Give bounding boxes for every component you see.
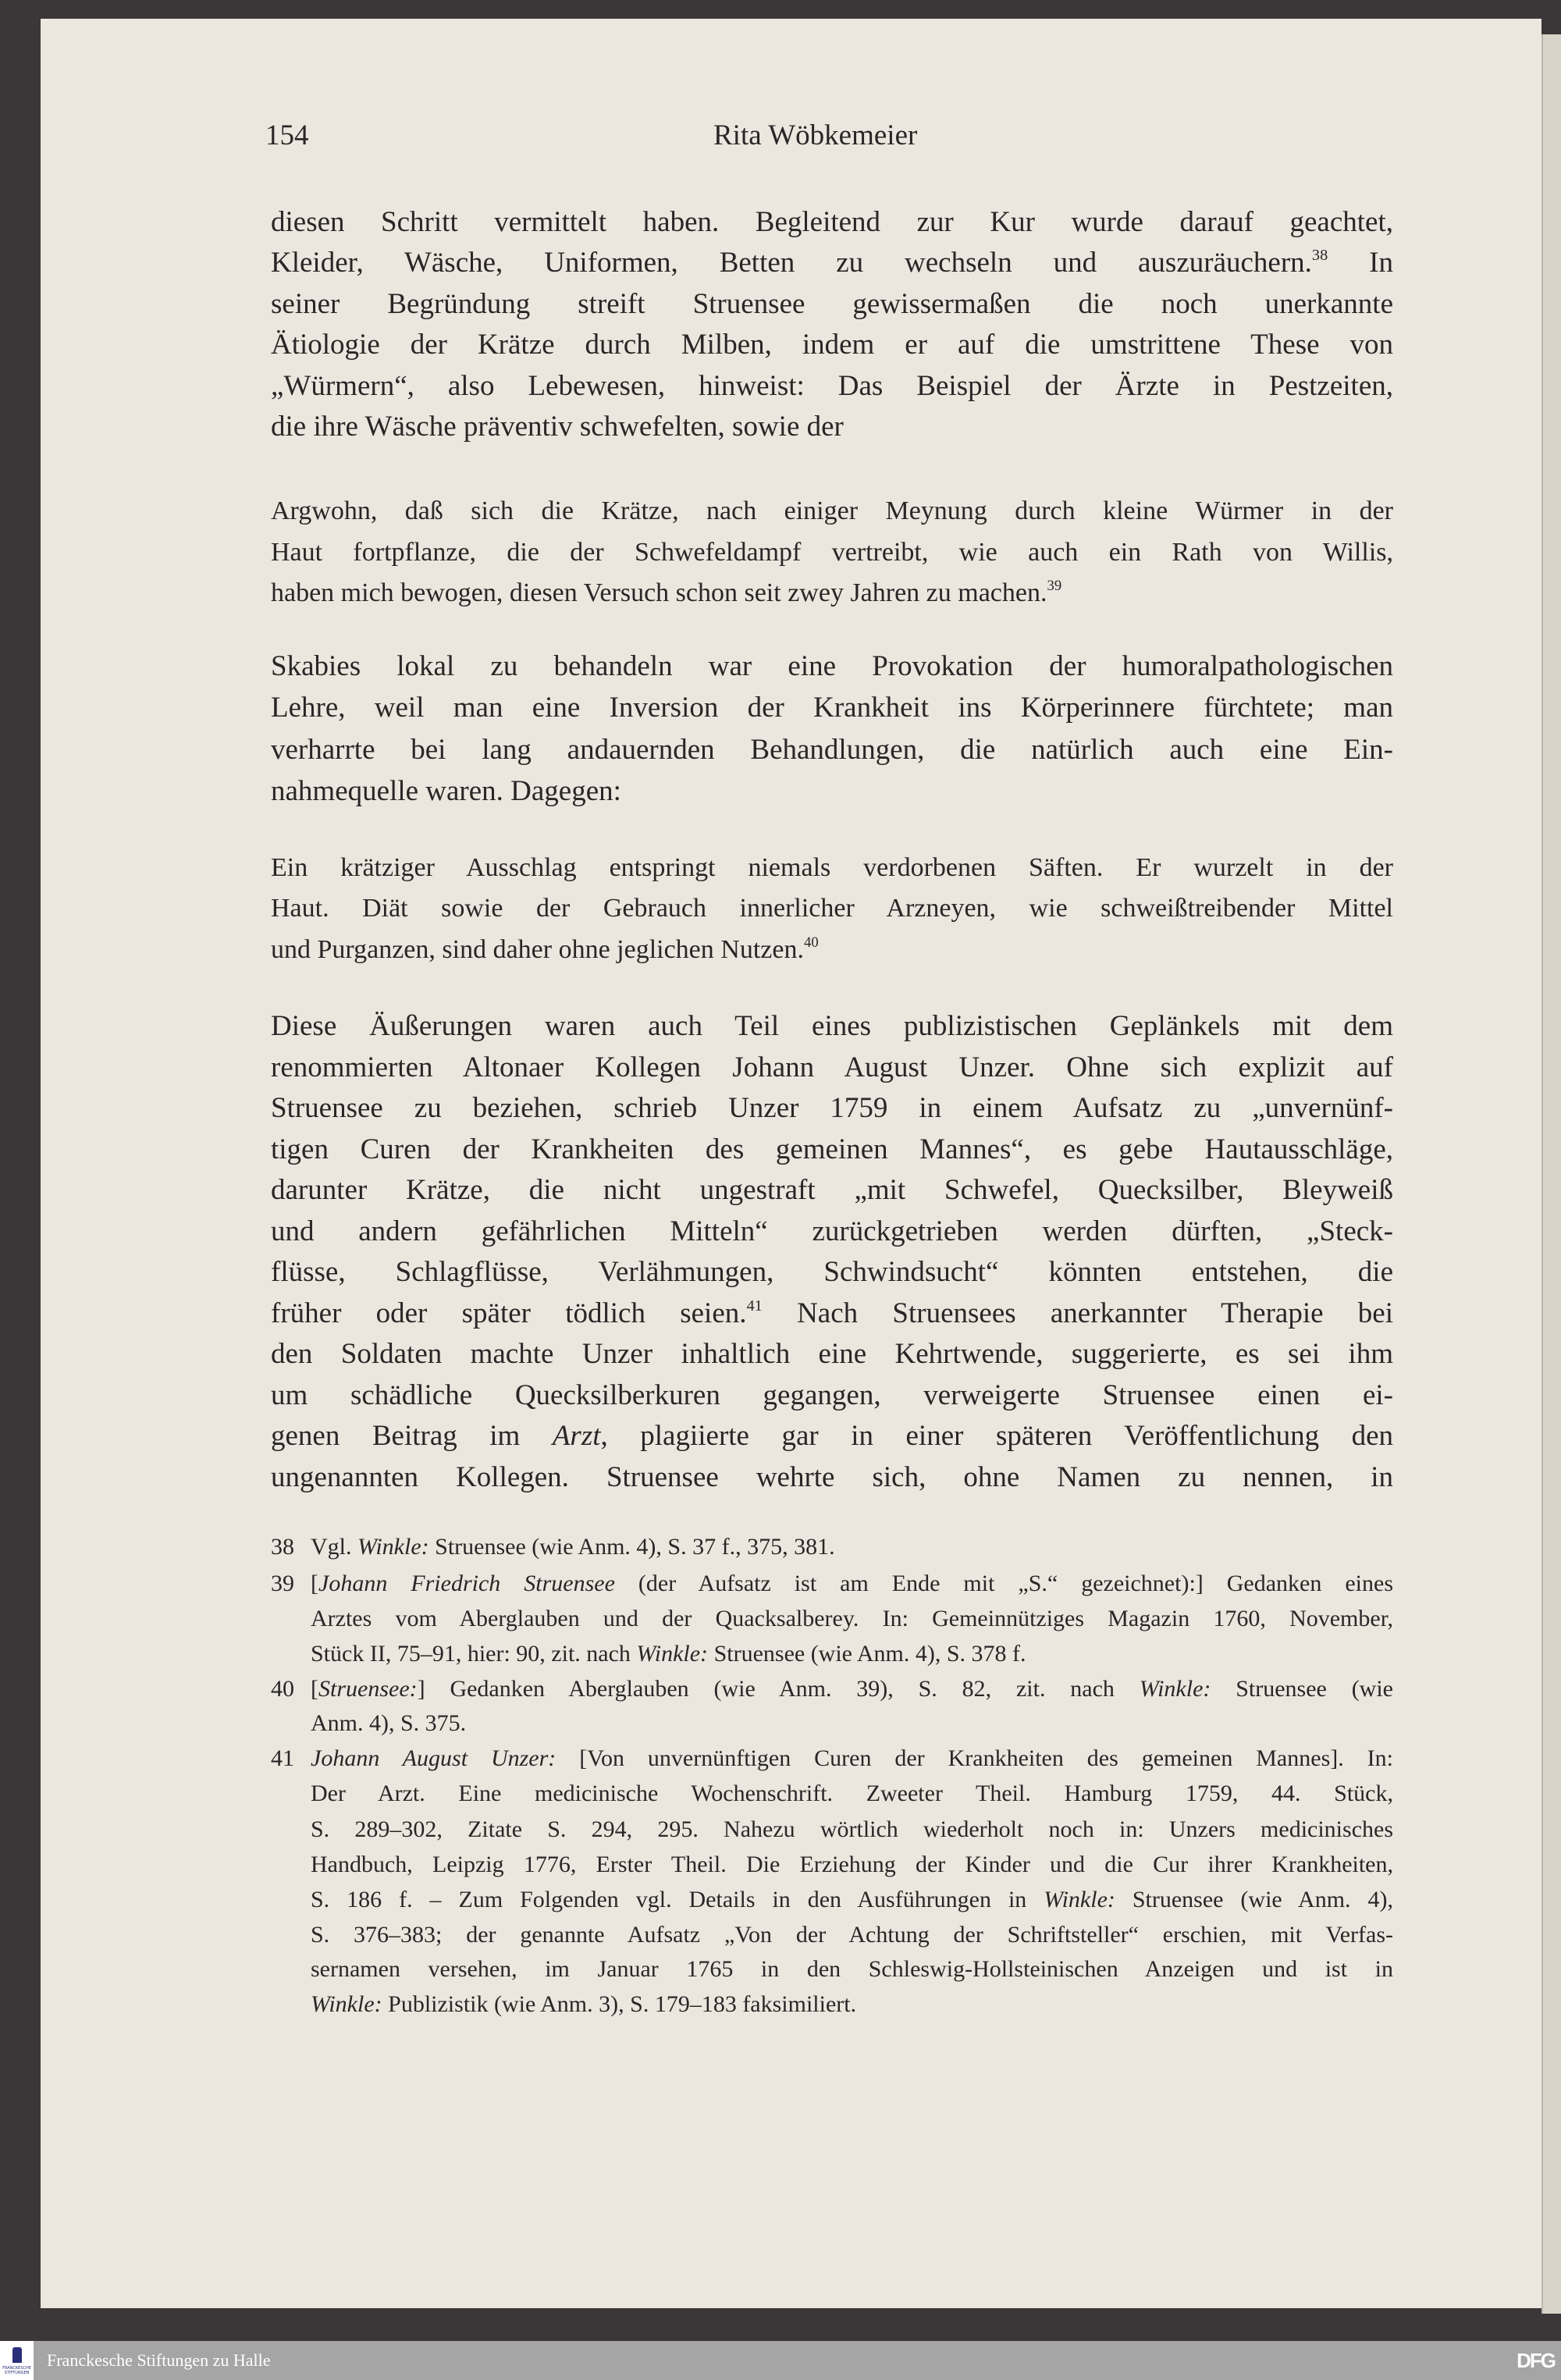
body-line: [271, 1297, 1393, 1330]
text-run: Lehre, weil man eine Inversion der Krankheit ins Körperinnere fürchtete; man: [271, 692, 1393, 724]
text-run: den Soldaten machte Unzer inhaltlich eine Kehrtwende, suggerierte, es sei ihm: [271, 1338, 1393, 1371]
footnote-line: [311, 1991, 1393, 2018]
body-line: [271, 1215, 1393, 1248]
text-run: In: [1328, 247, 1393, 279]
page-edge: [1541, 34, 1561, 2314]
body-line: [271, 1133, 1393, 1166]
body-line: [271, 649, 1393, 683]
italic-text: Arzt: [552, 1420, 601, 1453]
footnote-line: [311, 1571, 1393, 1597]
text-run: Arztes vom Aberglauben und der Quacksalberey. In: Gemeinnütziges Magazin 1760, November,: [311, 1606, 1393, 1632]
body-line: [271, 287, 1393, 321]
body-line: [271, 691, 1393, 724]
text-run: Vgl.: [311, 1534, 357, 1560]
viewer-footer-bar: [0, 2341, 1561, 2380]
footnote-number: 38: [271, 1534, 294, 1560]
body-line: [271, 205, 1393, 239]
text-run: Struensee (wie Anm. 4), S. 378 f.: [708, 1641, 1026, 1667]
text-run: und Purganzen, sind daher ohne jeglichen Nutzen.: [271, 934, 804, 964]
text-run: Stück II, 75–91, hier: 90, zit. nach: [311, 1641, 637, 1667]
page-number: 154: [265, 119, 309, 151]
text-run: Struensee (wie: [1211, 1676, 1393, 1702]
italic-text: Winkle:: [1044, 1887, 1115, 1913]
italic-text: Winkle:: [1139, 1676, 1211, 1702]
text-run: haben mich bewogen, diesen Versuch schon seit zwey Jahren zu machen.: [271, 578, 1047, 607]
text-run: Haut. Diät sowie der Gebrauch innerlicher Arzneyen, wie schweißtreibender Mittel: [271, 893, 1393, 923]
footnote-line: [311, 1781, 1393, 1807]
footnote-line: [311, 1606, 1393, 1632]
text-run: Haut fortpflanze, die der Schwefeldampf vertreibt, wie auch ein Rath von Willis,: [271, 537, 1393, 567]
body-line: [271, 1009, 1393, 1043]
text-run: seiner Begründung streift Struensee gewissermaßen die noch unerkannte: [271, 288, 1393, 321]
text-run: diesen Schritt vermittelt haben. Begleitend zur Kur wurde darauf geachtet,: [271, 206, 1393, 239]
quote-line: [271, 935, 1393, 965]
italic-text: Winkle:: [357, 1534, 429, 1560]
text-run: [Von unvernünftigen Curen der Krankheiten des gemeinen Mannes]. In:: [556, 1745, 1393, 1772]
logo-figure-icon: [12, 2347, 22, 2363]
footnote-reference[interactable]: 40: [803, 934, 819, 951]
footnote-line: [311, 1534, 1393, 1560]
text-run: Struensee (wie Anm. 4), S. 37 f., 375, 381.: [428, 1534, 835, 1560]
text-run: Kleider, Wäsche, Uniformen, Betten zu wechseln und auszuräuchern.: [271, 247, 1312, 279]
footnote-number: 39: [271, 1571, 294, 1597]
text-run: Diese Äußerungen waren auch Teil eines publizistischen Geplänkels mit dem: [271, 1010, 1393, 1043]
footnote-line: [311, 1676, 1393, 1702]
footnote-reference[interactable]: 39: [1047, 577, 1062, 594]
body-line: [271, 1091, 1393, 1125]
text-run: Anm. 4), S. 375.: [311, 1710, 467, 1737]
quote-line: [271, 853, 1393, 883]
body-line: [271, 1379, 1393, 1412]
text-run: [: [311, 1676, 318, 1702]
text-run: Handbuch, Leipzig 1776, Erster Theil. Die Erziehung der Kinder und die Cur ihrer Krankheiten,: [311, 1852, 1393, 1878]
running-head: Rita Wöbkemeier: [713, 119, 918, 151]
body-line: [271, 1337, 1393, 1371]
footnote-line: [311, 1816, 1393, 1843]
text-run: , plagiierte gar in einer späteren Veröffentlichung den: [600, 1420, 1394, 1453]
text-run: nahmequelle waren. Dagegen:: [271, 775, 621, 808]
footnote-line: [311, 1710, 1393, 1737]
quote-line: [271, 894, 1393, 923]
text-run: sernamen versehen, im Januar 1765 in den Schleswig-Hollsteinischen Anzeigen und ist in: [311, 1956, 1393, 1983]
text-run: und andern gefährlichen Mitteln“ zurückgetrieben werden dürften, „Steck-: [271, 1215, 1393, 1248]
text-run: tigen Curen der Krankheiten des gemeinen Mannes“, es gebe Hautausschläge,: [271, 1133, 1393, 1166]
quote-line: [271, 538, 1393, 567]
footnote-line: [311, 1745, 1393, 1772]
text-run: S. 376–383; der genannte Aufsatz „Von der Achtung der Schriftsteller“ erschien, mit Verfas-: [311, 1922, 1393, 1948]
italic-text: Johann August Unzer:: [311, 1745, 556, 1772]
text-run: Nach Struensees anerkannter Therapie bei: [762, 1297, 1393, 1330]
body-line: [271, 1419, 1393, 1453]
text-run: Skabies lokal zu behandeln war eine Provokation der humoralpathologischen: [271, 650, 1393, 683]
text-run: Struensee zu beziehen, schrieb Unzer 1759 in einem Aufsatz zu „unvernünf-: [271, 1092, 1393, 1125]
footnote-line: [311, 1887, 1393, 1913]
text-run: genen Beitrag im: [271, 1420, 553, 1453]
footnote-number: 41: [271, 1745, 294, 1772]
text-run: renommierten Altonaer Kollegen Johann August Unzer. Ohne sich explizit auf: [271, 1051, 1393, 1084]
quote-line: [271, 578, 1393, 608]
text-run: früher oder später tödlich seien.: [271, 1297, 747, 1330]
body-line: [271, 369, 1393, 403]
body-line: [271, 410, 1393, 443]
body-line: [271, 1255, 1393, 1289]
footnote-number: 40: [271, 1676, 294, 1702]
dfg-logo: DFG: [1517, 2349, 1555, 2372]
text-run: S. 186 f. – Zum Folgenden vgl. Details in den Ausführungen in: [311, 1887, 1044, 1913]
text-run: Der Arzt. Eine medicinische Wochenschrift. Zweeter Theil. Hamburg 1759, 44. Stück,: [311, 1781, 1393, 1807]
text-run: um schädliche Quecksilberkuren gegangen, verweigerte Struensee einen ei-: [271, 1379, 1393, 1412]
text-run: „Würmern“, also Lebewesen, hinweist: Das Beispiel der Ärzte in Pestzeiten,: [271, 370, 1393, 403]
italic-text: Struensee:: [318, 1676, 418, 1702]
body-line: [271, 246, 1393, 279]
text-run: die ihre Wäsche präventiv schwefelten, sowie der: [271, 411, 844, 443]
text-run: Argwohn, daß sich die Krätze, nach einiger Meynung durch kleine Würmer in der: [271, 496, 1393, 525]
text-run: Ätiologie der Krätze durch Milben, indem er auf die umstrittene These von: [271, 329, 1393, 361]
footnote-reference[interactable]: 41: [746, 1297, 763, 1315]
text-run: (der Aufsatz ist am Ende mit „S.“ gezeichnet):] Gedanken eines: [614, 1571, 1393, 1597]
footnote-line: [311, 1922, 1393, 1948]
text-run: Ein krätziger Ausschlag entspringt niemals verdorbenen Säften. Er wurzelt in der: [271, 852, 1393, 882]
institution-name: Franckesche Stiftungen zu Halle: [47, 2350, 271, 2370]
body-line: [271, 1460, 1393, 1494]
body-line: [271, 1173, 1393, 1207]
body-line: [271, 328, 1393, 361]
franckesche-stiftungen-logo: [0, 2341, 34, 2380]
footnote-line: [311, 1956, 1393, 1983]
logo-text: FRANCKESCHE STIFTUNGEN: [2, 2366, 31, 2375]
italic-text: Winkle:: [636, 1641, 709, 1667]
text-run: verharrte bei lang andauernden Behandlungen, die natürlich auch eine Ein-: [271, 734, 1393, 767]
text-run: ungenannten Kollegen. Struensee wehrte sich, ohne Namen zu nennen, in: [271, 1461, 1393, 1494]
italic-text: Winkle:: [311, 1991, 382, 2018]
body-line: [271, 1051, 1393, 1084]
text-run: flüsse, Schlagflüsse, Verlähmungen, Schwindsucht“ könnten entstehen, die: [271, 1256, 1393, 1289]
text-run: [: [311, 1571, 318, 1597]
text-run: Publizistik (wie Anm. 3), S. 179–183 faksimiliert.: [382, 1991, 857, 2018]
text-run: Struensee (wie Anm. 4),: [1115, 1887, 1393, 1913]
footnote-line: [311, 1852, 1393, 1878]
body-line: [271, 774, 1393, 808]
quote-line: [271, 496, 1393, 526]
text-run: ] Gedanken Aberglauben (wie Anm. 39), S. 82, zit. nach: [417, 1676, 1140, 1702]
body-line: [271, 733, 1393, 767]
footnote-line: [311, 1641, 1393, 1667]
text-run: S. 289–302, Zitate S. 294, 295. Nahezu wörtlich wiederholt noch in: Unzers medicinisches: [311, 1816, 1393, 1843]
italic-text: Johann Friedrich Struensee: [318, 1571, 615, 1597]
text-run: darunter Krätze, die nicht ungestraft „mit Schwefel, Quecksilber, Bleyweiß: [271, 1174, 1393, 1207]
footnote-reference[interactable]: 38: [1311, 246, 1328, 264]
